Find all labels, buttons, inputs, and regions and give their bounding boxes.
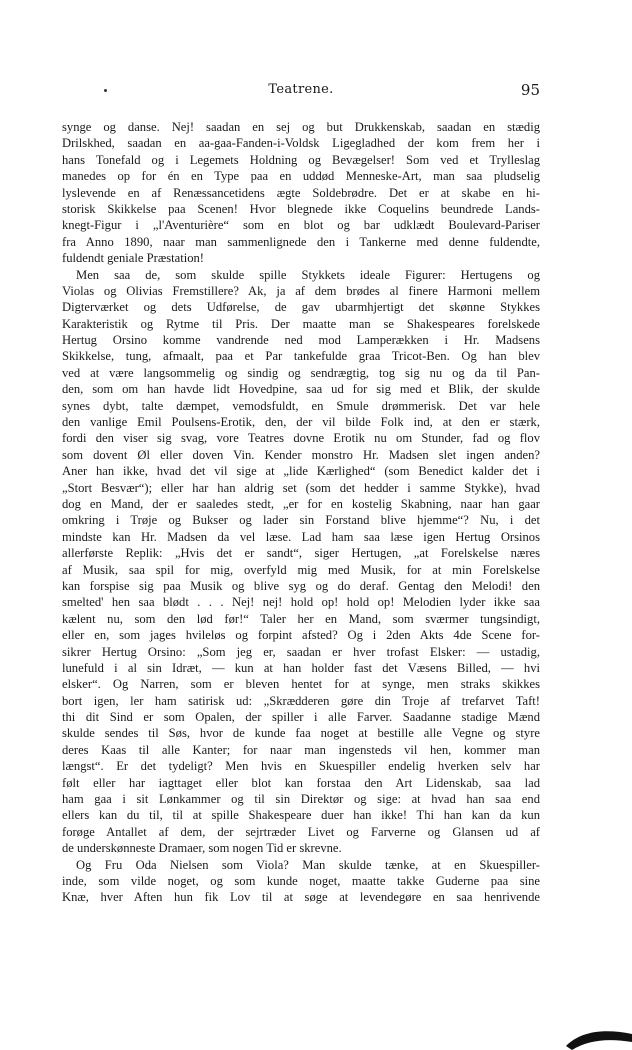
text-line: Aner han ikke, hvad det vil sige at „lide Kærlighed“ (som Benedict kalder det i: [62, 464, 540, 479]
text-line: eller en, som jages hvileløs og forpint afsted? Og i 2den Akts 4de Scene for-: [62, 628, 540, 643]
text-line: mindste kan Hr. Madsen da vel læse. Lad ham saa læse igen Hertug Orsinos: [62, 529, 540, 544]
text-line: Digterværket og dets Udførelse, de gav ubarmhjertigt det skønne Stykkes: [62, 300, 540, 315]
text-line: fordi den viser sig svag, vore Teatres dovne Erotik nu om Stunder, fad og flov: [62, 431, 540, 446]
text-line: deres Kaas til alle Kanter; for naar man ingensteds vil hen, kommer man: [62, 742, 540, 757]
text-line: kan forspise sig paa Musik og blive syg og do deraf. Gentag den Melodi! den: [62, 578, 540, 593]
text-line: ved at være langsommelig og sindig og sendrægtig, tog sig nu og da til Pan-: [62, 365, 540, 380]
text-line: forøge Antallet af dem, der sejrtræder Livet og Farverne og Glansen ud af: [62, 824, 540, 839]
text-line: storisk Skikkelse paa Scenen! Hvor blegnede ikke Coquelins beundrede Lands-: [62, 201, 540, 216]
text-line: af Musik, saa spil for mig, overfyld mig med Musik, for at min Forelskelse: [62, 562, 540, 577]
text-line: som dovent Øl eller doven Vin. Kender monstro Hr. Madsen slet ingen anden?: [62, 447, 540, 462]
text-line: fuldendt geniale Præstation!: [62, 251, 204, 266]
text-line: Og Fru Oda Nielsen som Viola? Man skulde tænke, at en Skuespiller-: [76, 857, 540, 872]
body-text: [62, 119, 540, 906]
page-header: [62, 82, 540, 102]
text-line: den vanlige Emil Poulsens-Erotik, den, der vil bilde Folk ind, at den er stærk,: [62, 415, 540, 430]
scan-edge-mark: [562, 1024, 632, 1050]
text-line: kælent nu, som den lød før!“ Taler her en Mand, som sværmer tungsindigt,: [62, 611, 540, 626]
text-line: „Stort Besvær“); eller har han aldrig set (som det hedder i samme Stykke), hvad: [62, 480, 540, 495]
text-line: omkring i Trøje og Bukser og lader sin Forstand blive hjemme“? Nu, i det: [62, 513, 540, 528]
running-title: Teatrene.: [268, 82, 334, 97]
text-line: thi dit Sind er som Opalen, der spiller i alle Farver. Saadanne stadige Mænd: [62, 710, 540, 725]
text-line: de underskønneste Dramaer, som nogen Tid er skrevne.: [62, 841, 342, 856]
text-line: ham gaa i sit Lønkammer og til sin Direktør og sige: at hvad han saa end: [62, 792, 540, 807]
text-line: Violas og Olivias Fremstillere? Ak, ja af dem brødes al finere Harmoni mellem: [62, 283, 540, 298]
text-line: Hertug Orsino komme vandrende ned mod Lamperækken i Hr. Madsens: [62, 333, 540, 348]
text-line: Skikkelse, tung, afmaalt, paa et Par tankefulde graa Tricot-Ben. Og han blev: [62, 349, 540, 364]
text-line: den, som om han havde lidt Hovedpine, saa ud for sig med et Blik, der skulde: [62, 382, 540, 397]
text-line: synes dybt, talte dæmpet, vemodsfuldt, en Smule drømmerisk. Det var hele: [62, 398, 540, 413]
text-line: Men saa de, som skulde spille Stykkets ideale Figurer: Hertugens og: [76, 267, 540, 282]
text-line: Knæ, hver Aften hun fik Lov til at søge at levendegøre en saa henrivende: [62, 890, 540, 905]
text-line: hans Tonefald og i Legemets Holdning og Bevægelser! Som ved et Trylleslag: [62, 152, 540, 167]
text-line: ellers kan du til, til at spille Shakespeare duer han ikke! Thi han kan da kun: [62, 808, 540, 823]
text-line: dog en Mand, der er saaledes stedt, „er for en kostelig Skabning, naar han gaar: [62, 496, 540, 511]
text-line: allerførste Replik: „Hvis det er sandt“, siger Hertugen, „at Forelskelse næres: [62, 546, 540, 561]
text-line: manedes op for én en Type paa en uddød Menneske-Art, man saa pludselig: [62, 169, 540, 184]
text-line: sikrer Hertug Orsino: „Som jeg er, saadan er hver trofast Elsker: — ustadig,: [62, 644, 540, 659]
page-number: 95: [520, 81, 540, 99]
text-line: lunefuld i al sin Idræt, — kun at han holder fast det Væsens Billed, — hvi: [62, 660, 540, 675]
text-line: smelted' hen saa blødt . . . Nej! nej! hold op! hold op! Melodien lyder ikke saa: [62, 595, 540, 610]
text-line: Drilskhed, saadan en aa-gaa-Fanden-i-Voldsk Ligegladhed der kom frem her i: [62, 136, 540, 151]
text-line: bort igen, ler ham satirisk ud: „Skrædderen gøre din Troje af trefarvet Taft!: [62, 693, 540, 708]
text-line: skulde sendes til Søs, hvor de kunde faa noget at bestille alle Vegne og styre: [62, 726, 540, 741]
text-line: fra Anno 1890, naar man sammenlignede den i Tankerne med denne fuldendte,: [62, 234, 540, 249]
text-line: længst“. Er det tydeligt? Men hvis en Skuespiller endelig hverken selv har: [62, 759, 540, 774]
text-line: elsker“. Og Narren, som er bleven hentet for at synge, men straks skikkes: [62, 677, 540, 692]
text-line: synge og danse. Nej! saadan en sej og but Drukkenskab, saadan en stædig: [62, 120, 540, 134]
text-line: Karakteristik og Rytme til Pris. Der maatte man se Shakespeares forelskede: [62, 316, 540, 331]
text-line: lyslevende en af Renæssancetidens ægte Soldebrødre. Det er at skabe en hi-: [62, 185, 540, 200]
text-line: inde, som vilde noget, og som kunde noget, maatte takke Guderne paa sine: [62, 873, 540, 888]
text-line: følt eller har iagttaget eller blot kan forstaa den Art Lidenskab, saa lad: [62, 775, 540, 790]
text-line: knegt-Figur i „l'Aventurière“ som en blot og bar udklædt Boulevard-Pariser: [62, 218, 540, 233]
